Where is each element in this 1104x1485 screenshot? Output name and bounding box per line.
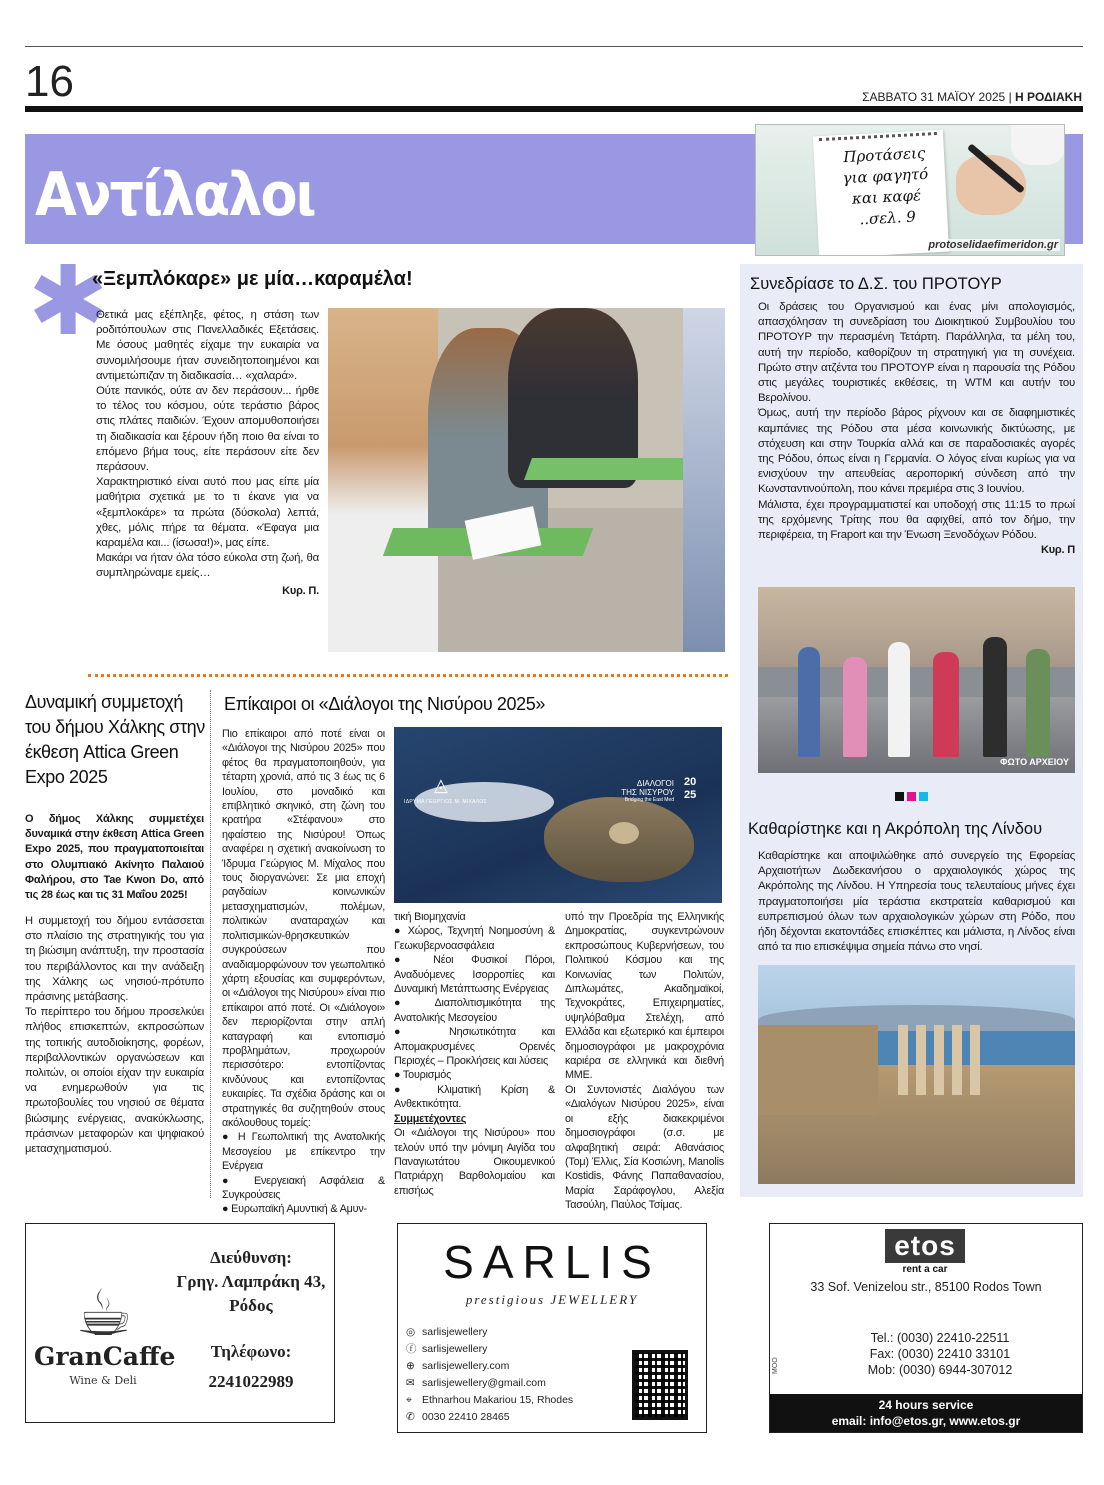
sarlis-contact-text: 0030 22410 28465 [422, 1411, 510, 1423]
exam-photo-standing [683, 308, 725, 652]
dialogues-logo-sub: Bridging the East Med [624, 797, 674, 803]
grancaffe-address-1: Γρηγ. Λαμπράκη 43, [176, 1272, 326, 1291]
etos-footer [770, 1394, 1082, 1432]
promo-line-4: ..σελ. 9 [858, 207, 917, 229]
halki-lead: Ο δήμος Χάλκης συμμετέχει δυναμικά στην έκθεση Attica Green Expo 2025, που πραγματοποιείται στο Ολυμπιακό Ακίνητο Παλαιού Φαλήρου, στο Tae Kwon Do, από τις 28 έως και τις 31 Μαΐου 2025! [25, 813, 204, 902]
sarlis-contact-row[interactable] [406, 1358, 606, 1375]
crowd-photo-person-6 [1026, 649, 1050, 757]
nisyros-col2-bullet-4: ● Νησιωτικότητα και Απομακρυσμένες Ορεινές Περιοχές – Προκλήσεις και λύσεις [394, 1026, 555, 1068]
lindos-photo-column-1 [898, 1025, 908, 1095]
nisyros-col2-bullet-5: ● Τουρισμός [394, 1069, 452, 1082]
nisyros-col2-subhead: Συμμετέχοντες [394, 1112, 467, 1125]
exam-photo-student-1 [328, 308, 438, 652]
nisyros-col1-text: Πιο επίκαιροι από ποτέ είναι οι «Διάλογοι της Νισύρου 2025» που φέτος θα πραγματοποιηθούν, για τέταρτη χρονιά, από τις 3 έως τις 6 Ιουλίου, στο μοναδικό και επιβλητικό σκηνικό, στη ζώνη του κρατήρα «Στέφανου» στο ηφαίστειο της Νισύρου! Όπως αναφέρει η σχετική ανακοίνωση το Ίδρυμα Γεώργιος Μ. Μίχαλος που τους διοργανώνει: Σε μια εποχή ραγδαίων κοινωνικών μετασχηματισμών, πολέμων, πολιτικών αναταραχών και πολιτισμικών-θρησκευτικών συγκρούσεων που αναδιαμορφώνουν τον γεωπολιτικό χάρτη εξουσίας και συμφερόντων, οι «Διάλογοι της Νισύρου» είναι πιο επίκαιροι από ποτέ. Οι «Διάλογοι» δεν περιορίζονται στην απλή καταγραφή και εντοπισμό προβλημάτων, προχωρούν περισσότερο: εντοπίζοντας κινδύνους και εντοπίζοντας ευκαιρίες. Τα σχέδια δράσης και οι στρατηγικές θα συζητηθούν στους ακόλουθους τομείς: [222, 728, 385, 1129]
halki-title: Δυναμική συμμετοχή του δήμου Χάλκης στην έκθεση Attica Green Expo 2025 [25, 692, 205, 787]
nisyros-col2-bullet-6: ● Κλιματική Κρίση & Ανθεκτικότητα. [394, 1083, 555, 1111]
etos-service: 24 hours service [878, 1398, 974, 1412]
header-separator: | [1008, 90, 1016, 104]
nisyros-col2-bullet-3: ● Διαπολιτισμικότητα της Ανατολικής Μεσογείου [394, 997, 555, 1024]
top-rule [25, 46, 1083, 47]
etos-logo: etos [885, 1229, 965, 1263]
caramel-para-1: Θετικά μας εξέπληξε, φέτος, η στάση των ροδιτόπουλων στις Πανελλαδικές Εξετάσεις. Με όσους μαθητές είχαμε την ευκαιρία να συνομιλήσουμε ήταν συνειδητοποιημένοι και αντιμετώπιζαν τη διαδικασία… «χαλαρά». [96, 309, 319, 382]
halki-para-1: Η συμμετοχή του δήμου εντάσσεται στο πλαίσιο της στρατηγικής του για τη βιώσιμη ανάπτυξη, την προστασία του περιβάλλοντος και την ανάδειξη της Χάλκης ως νησιού-πρότυπο πράσινης μετάβασης. [25, 915, 204, 1004]
protour-signature: Κυρ. Π [1040, 544, 1075, 557]
sarlis-contact-row[interactable] [406, 1392, 606, 1409]
nisyros-col3-para-1: υπό την Προεδρία της Ελληνικής Δημοκρατίας, συγκεντρώνουν εκπροσώπους Κυβερνήσεων, του Πολιτικού Κόσμου και της Κοινωνίας των Πολιτών, Διπλωμάτες, Ακαδημαϊκοί, Τεχνοκράτες, Επιχειρηματίες, υψηλόβαθμα Στελέχη, από Ελλάδα και εξωτερικό και έμπειροι δημοσιογράφοι με μακροχρόνια καριέρα σε ελληνικά και διεθνή ΜΜΕ. [565, 911, 724, 1082]
sarlis-contact-row[interactable] [406, 1341, 606, 1358]
nisyros-col-1 [222, 727, 385, 1217]
grancaffe-ad[interactable] [25, 1223, 335, 1423]
promo-box[interactable] [755, 124, 1065, 256]
etos-side-code: MOO [772, 1357, 779, 1374]
lindos-title: Καθαρίστηκε και η Ακρόπολη της Λίνδου [748, 820, 1043, 838]
crowd-photo-caption: ΦΩΤΟ ΑΡΧΕΙΟΥ [1000, 757, 1069, 767]
protour-para-2: Όμως, αυτή την περίοδο βάρος ρίχνουν και σε διαφημιστικές καμπάνιες της Ρόδου στα μέσα κοινωνικής δικτύωσης, με στόχευση και στην Τουρκία αλλά και σε παραδοσιακές αγορές της Ρόδου, όπως είναι η Γερμανία. Ο λόγος είναι κυρίως για να ενισχύουν την απευθείας αεροπορική σύνδεση από την Κωνσταντινούπολη, που κάνει πρεμιέρα στις 3 Ιουνίου. [758, 407, 1075, 496]
asterisk-icon: ✱ [28, 248, 109, 355]
color-mark-black [895, 792, 904, 801]
sarlis-contact-text: sarlisjewellery [422, 1343, 488, 1355]
caramel-para-4: Μακάρι να ήταν όλα τόσο εύκολα στη ζωή, θα συμπληρώναμε εμείς… [96, 552, 319, 580]
nisyros-col-3 [565, 910, 724, 1213]
mail-icon: ✉ [406, 1377, 415, 1389]
crowd-photo-person-2 [843, 657, 867, 757]
etos-subtitle: rent a car [902, 1264, 948, 1275]
header-thick-rule [25, 106, 1083, 112]
facebook-icon: ⓕ [406, 1343, 417, 1355]
sarlis-contact-text: Ethnarhou Makariou 15, Rhodes [422, 1394, 574, 1406]
caramel-para-2: Ούτε πανικός, ούτε αν δεν περάσουν... ήρθε το τέλος του κόσμου, ούτε τεράστιο βάρος στις πλάτες παιδιών. Έχουν απομυθοποιήσει τη διαδικασία και ξέρουν ήδη ποιο θα είναι το επόμενο βήμα τους, είτε περάσουν είτε δεν περάσουν. [96, 385, 319, 474]
nisyros-photo [394, 727, 722, 903]
color-mark-magenta [907, 792, 916, 801]
sarlis-contact-text: sarlisjewellery [422, 1326, 488, 1338]
dotted-separator [88, 674, 728, 677]
lindos-body: Καθαρίστηκε και αποψιλώθηκε από συνεργείο της Εφορείας Αρχαιοτήτων Δωδεκανήσου ο αρχαιολογικός χώρος της Ακρόπολης της Λίνδου. Η Υπηρεσία τους τελευταίους μήνες έχει πραγματοποιήσει μία τεράστια εκστρατεία καθαρισμού και ευπρεπισμού όλων των αρχαιολογικών χώρων στη Ρόδο, που ήδη δέχονται εκατοντάδες επισκέπτες και μάλιστα, η Λίνδος είναι από τα πιο επισκέψιμα σημεία πάνω στο νησί. [758, 850, 1075, 954]
instagram-icon: ◎ [406, 1326, 416, 1338]
sarlis-contact-row[interactable] [406, 1324, 606, 1341]
grancaffe-contact [176, 1246, 326, 1394]
promo-line-3: και καφέ [851, 186, 922, 208]
nisyros-photo-crater [609, 822, 639, 844]
section-title: Αντίλαλοι [35, 160, 315, 230]
protour-body [758, 300, 1075, 558]
page-number: 16 [25, 57, 74, 106]
caramel-title: «Ξεμπλόκαρε» με μία…καραμέλα! [92, 268, 413, 290]
crowd-photo-person-1 [798, 647, 820, 757]
column-divider [210, 690, 211, 1198]
protour-para-3: Μάλιστα, έχει προγραμματιστεί και υποδοχή στις 11:15 το πρωί της ερχόμενης Τρίτης που θα αφιχθεί, από τον δήμο, την περιφέρεια, τη Fraport και την Ένωση Ξενοδόχων Ρόδου. [758, 498, 1075, 542]
protour-para-1: Οι δράσεις του Οργανισμού και ένας μίνι απολογισμός, απασχόλησαν τη συνεδρίαση του Διοικητικού Συμβουλίου του ΠΡΟΤΟΥΡ την περασμένη Τετάρτη. Παράλληλα, τα μέλη του, αυτή την περίοδο, καθορίζουν τη στρατηγική για τη συνέχεια. Πρώτο στην ατζέντα του ΠΡΟΤΟΥΡ είναι η παρουσία της Ρόδου στις μεγάλες τουριστικές εκθέσεις, τη WTM και αυτήν του Βερολίνου. [758, 301, 1075, 405]
halki-body [25, 914, 204, 1157]
foundation-logo-icon: ◬ [434, 775, 448, 795]
sarlis-brand: SARLIS [443, 1236, 661, 1288]
date-line [862, 90, 1082, 104]
dialogues-year [684, 776, 696, 802]
exam-photo-desk-2 [524, 458, 702, 480]
crowd-photo-person-4 [933, 652, 959, 757]
paper-name: Η ΡΟΔΙΑΚΗ [1015, 90, 1082, 104]
nisyros-col2-lead: τική Βιομηχανία [394, 911, 466, 923]
grancaffe-address-2: Ρόδος [229, 1296, 273, 1315]
dialogues-logo [592, 779, 674, 804]
qr-code[interactable] [632, 1350, 688, 1420]
sarlis-contact-row[interactable] [406, 1375, 606, 1392]
nisyros-col2-tail: Οι «Διάλογοι της Νισύρου» που τελούν υπό την μόνιμη Αιγίδα του Παναγιωτάτου Οικουμενικού Πατριάρχη Βαρθολομαίου και επισήως [394, 1127, 555, 1197]
protour-title: Συνεδρίασε το Δ.Σ. του ΠΡΟΤΟΥΡ [750, 275, 1002, 293]
nisyros-col3-para-2: Οι Συντονιστές Διαλόγου των «Διαλόγων Νισύρου 2025», είναι οι εξής διακεκριμένοι δημοσιογράφοι (σ.σ. με αλφαβητική σειρά: Αθανάσιος (Τομ) Έλλις, Σία Κοσιώνη, Manolis Kostidis, Φάνης Παπαθανασίου, Μαρία Σαράφογλου, Αλεξία Τασούλη, Παύλος Τσίμας. [565, 1083, 724, 1212]
promo-line-1: Προτάσεις [842, 143, 926, 167]
sarlis-ad[interactable] [397, 1223, 707, 1433]
etos-fax: Fax: (0030) 22410 33101 [869, 1347, 1011, 1361]
dialogues-logo-line-2: ΤΗΣ ΝΙΣΥΡΟΥ [621, 788, 674, 797]
halki-para-2: Το περίπτερο του δήμου προσελκύει πλήθος επισκεπτών, εκπροσώπων της τοπικής αυτοδιοίκησης, φορέων, περιβαλλοντικών οργανώσεων και πολιτών, οι οποίοι είχαν την ευκαιρία να ενημερωθούν για τις πρωτοβουλίες του νησιού σε θέματα βιώσιμης ενέργειας, ανακύκλωσης, πράσινων μεταφορών και ψηφιακού μετασχηματισμού. [25, 1006, 204, 1156]
grancaffe-cup-icon: ☕ [75, 1277, 133, 1351]
watermark: protoselidaefimeridon.gr [928, 239, 1058, 251]
dialogues-year-top: 20 [684, 776, 697, 788]
nisyros-col1-bullet-1: ● Η Γεωπολιτική της Ανατολικής Μεσογείου με επίκεντρο την Ενέργεια [222, 1131, 385, 1173]
sarlis-tagline: prestigious JEWELLERY [465, 1292, 639, 1307]
lindos-photo [758, 965, 1075, 1184]
etos-phones [840, 1330, 1040, 1378]
etos-address: 33 Sof. Venizelou str., 85100 Rodos Town [810, 1280, 1042, 1294]
exam-photo [328, 308, 725, 652]
crowd-photo [758, 587, 1075, 773]
lindos-photo-column-5 [970, 1025, 980, 1095]
color-mark-cyan [919, 792, 928, 801]
foundation-name: ΙΔΡΥΜΑ ΓΕΩΡΓΙΟΣ Μ. ΜΙΧΑΛΟΣ [404, 799, 487, 805]
nisyros-col2-bullet-1: ● Χώρος, Τεχνητή Νοημοσύνη & Γεωκυβερνοασφάλεια [394, 925, 555, 952]
sarlis-contact-row[interactable] [406, 1409, 606, 1426]
sarlis-contact-text: sarlisjewellery.com [422, 1360, 510, 1372]
promo-line-2: για φαγητό [842, 164, 929, 188]
promo-cup [1011, 125, 1065, 165]
color-marks [895, 792, 935, 801]
grancaffe-phone-label: Τηλέφωνο: [210, 1342, 292, 1361]
nisyros-title: Επίκαιροι οι «Διάλογοι της Νισύρου 2025» [224, 694, 545, 714]
lindos-photo-column-2 [916, 1025, 926, 1095]
grancaffe-tagline: Wine & Deli [69, 1374, 137, 1387]
grancaffe-address-label: Διεύθυνση: [210, 1248, 292, 1267]
etos-mob[interactable]: Mob: (0030) 6944-307012 [867, 1363, 1013, 1377]
lindos-photo-wall [758, 1025, 878, 1115]
nisyros-col-2 [394, 910, 555, 1198]
location-icon: ⌖ [406, 1394, 412, 1406]
caramel-para-3: Χαρακτηριστικό είναι αυτό που μας είπε μία μαθήτρια σχετικά με το τι έκανε για να «ξεμπλοκάρε» τα πρώτα (δύσκολα) λεπτά, χθες, μόλις πήρε τα θέματα. «Έφαγα μια καραμέλα και... (ίσωσα!)», μας είπε. [96, 476, 319, 550]
dialogues-year-bottom: 25 [684, 789, 697, 801]
globe-icon: ⊕ [406, 1360, 415, 1372]
caramel-body [96, 308, 319, 599]
etos-tel[interactable]: Tel.: (0030) 22410-22511 [870, 1331, 1010, 1345]
nisyros-col2-bullet-2: ● Νέοι Φυσικοί Πόροι, Αναδυόμενες Ισορροπίες και Δυναμική Μετάπτωσης Ενέργειας [394, 954, 555, 996]
nisyros-col1-bullet-3: ● Ευρωπαϊκή Αμυντική & Αμυν- [222, 1203, 367, 1216]
dialogues-logo-line-1: ΔΙΑΛΟΓΟΙ [636, 779, 674, 788]
sarlis-contacts [406, 1324, 606, 1426]
sarlis-contact-text: sarlisjewellery@gmail.com [422, 1377, 546, 1389]
promo-text [824, 142, 948, 232]
grancaffe-brand: GranCaffe [34, 1342, 176, 1371]
caramel-signature: Κυρ. Π. [282, 584, 319, 597]
phone-icon: ✆ [406, 1411, 415, 1423]
lindos-photo-column-3 [934, 1025, 944, 1095]
nisyros-col1-bullet-2: ● Ενεργειακή Ασφάλεια & Συγκρούσεις [222, 1174, 385, 1201]
crowd-photo-person-3 [888, 642, 910, 757]
grancaffe-phone[interactable]: 2241022989 [208, 1372, 294, 1391]
crowd-photo-person-5 [983, 637, 1007, 757]
lindos-photo-column-4 [952, 1025, 962, 1095]
etos-email[interactable]: email: info@etos.gr, www.etos.gr [831, 1414, 1021, 1428]
etos-ad[interactable] [769, 1223, 1083, 1433]
issue-date: ΣΑΒΒΑΤΟ 31 ΜΑΪΟΥ 2025 [862, 90, 1006, 104]
